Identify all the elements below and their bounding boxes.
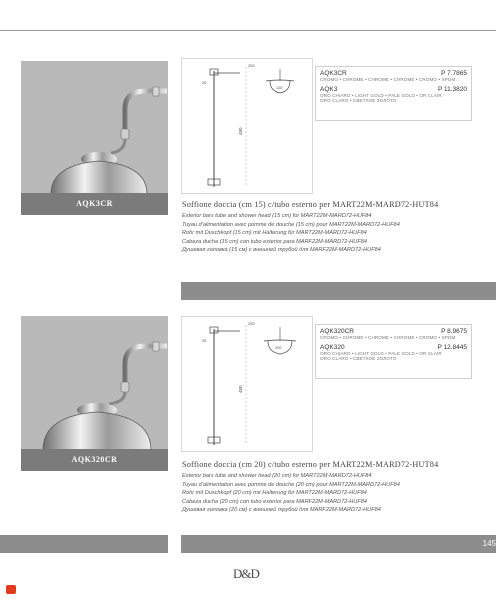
- product-code-label: AQK3CR: [21, 193, 168, 215]
- translation-line: Cabeza ducha (15 cm) con tubo exterior para MARF22M-MARD72-HUF84: [182, 238, 367, 245]
- dim-height: 480: [238, 127, 243, 135]
- product-title-2: Soffione doccia (cm 20) c/tubo esterno per MART22M-MARD72-HUT84: [182, 460, 439, 469]
- technical-drawing-1: [181, 58, 313, 194]
- option-finishes: CROMO • CHROME • CHROME • CHROME • CROMO • ХРОМ: [320, 335, 456, 340]
- product-photo-1: [21, 61, 168, 215]
- shower-head-image: [21, 316, 168, 449]
- translation-line: Exterior bars tube and shower head (20 cm) for MART22M-MARD72-HUF84: [182, 473, 372, 479]
- option-code: AQK3CR: [320, 70, 347, 77]
- page-number: 145: [181, 535, 496, 553]
- translation-line: Tuyau d'alimentation avec pomme de douche (20 cm) pour MART22M-MARD72-HUF84: [182, 481, 400, 488]
- translation-line: Душевая головка (15 см) с внешней трубой для MARF22M-MARD72-HUF84: [182, 247, 381, 254]
- option-code: AQK320: [320, 344, 345, 351]
- translation-line: Rohr mit Duschkopf (20 cm) mit Halterung für MART22M-MARD72-HUF84: [182, 490, 367, 497]
- section-divider-bar: [181, 282, 496, 300]
- technical-drawing-2: [181, 316, 313, 452]
- dim-left: 26: [202, 338, 207, 343]
- option-finishes: CROMO • CHROME • CHROME • CHROME • CROMO • ХРОМ: [320, 77, 456, 82]
- brand-logo: D&D: [233, 566, 259, 581]
- translation-line: Tuyau d'alimentation avec pomme de douche (15 cm) pour MART22M-MARD72-HUF84: [182, 221, 400, 228]
- spec-box-2: [315, 324, 472, 379]
- dim-top: 250: [248, 321, 255, 326]
- option-price: P 8.9675: [441, 328, 467, 335]
- shower-head-image: [21, 61, 168, 193]
- translation-line: Exterior bars tube and shower head (15 cm) for MART22M-MARD72-HUF84: [182, 213, 372, 219]
- option-price: P 12.8445: [437, 344, 467, 351]
- option-finishes: ORO CHIARO • LIGHT GOLD • PALE GOLD • OR CLAIR: [320, 93, 442, 98]
- product-code-label: AQK320CR: [21, 449, 168, 471]
- product-title-1: Soffione doccia (cm 15) c/tubo esterno per MART22M-MARD72-HUT84: [182, 200, 439, 209]
- spec-box-1: [315, 66, 472, 121]
- option-price: P 11.3820: [437, 86, 467, 93]
- dim-head: 125: [276, 86, 283, 90]
- option-finishes: ORO CLARO • СВЕТЛОЕ ЗОЛОТО: [320, 356, 397, 361]
- option-code: AQK3: [320, 86, 338, 93]
- translation-line: Cabeza ducha (20 cm) con tubo exterior para MARF22M-MARD72-HUF84: [182, 498, 367, 505]
- option-price: P 7.7865: [441, 70, 467, 77]
- top-rule: [0, 30, 496, 31]
- dim-height: 480: [238, 385, 243, 393]
- flag-icon[interactable]: [6, 585, 16, 594]
- option-code: AQK320CR: [320, 328, 354, 335]
- translation-list-2: [182, 472, 400, 515]
- option-finishes: ORO CLARO • СВЕТЛОЕ ЗОЛОТО: [320, 98, 397, 103]
- product-photo-2: [21, 316, 168, 471]
- dim-head: 200: [275, 346, 282, 350]
- footer-bar-left: [0, 535, 168, 553]
- option-finishes: ORO CHIARO • LIGHT GOLD • PALE GOLD • OR CLAIR: [320, 351, 442, 356]
- translation-line: Rohr mit Duschkopf (15 cm) mit Halterung für MART22M-MARD72-HUF84: [182, 230, 367, 237]
- translation-list-1: [182, 212, 400, 255]
- translation-line: Душевая головка (20 см) с внешней трубой для MARF22M-MARD72-HUF84: [182, 507, 381, 514]
- dim-left: 26: [202, 80, 207, 85]
- dim-top: 250: [248, 63, 255, 68]
